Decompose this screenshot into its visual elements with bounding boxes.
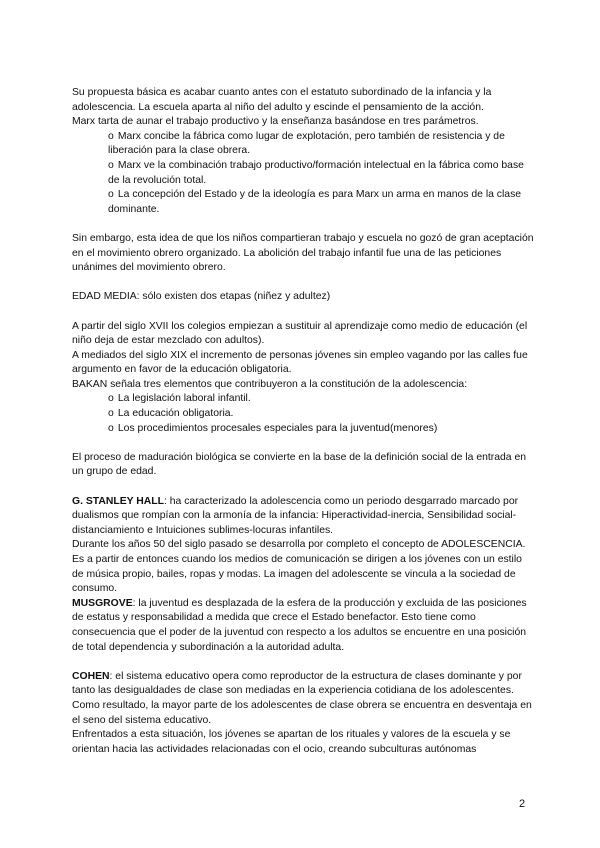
list-item: o Los procedimientos procesales especiales para la juventud(menores) bbox=[108, 422, 534, 437]
paragraph-sin-embargo: Sin embargo, esta idea de que los niños compartieran trabajo y escuela no gozó de gran aceptación en el movimiento obrero organizado. La abolición del trabajo infantil fue una de las peticiones unánimes del movimiento obrero. bbox=[72, 232, 534, 274]
bullet-marker: o bbox=[108, 393, 114, 405]
list-item: o La legislación laboral infantil. bbox=[108, 392, 534, 407]
page-number: 2 bbox=[519, 798, 526, 810]
author-name: COHEN bbox=[72, 670, 110, 682]
marx-parameters-list bbox=[72, 130, 534, 218]
paragraph-bakan: BAKAN señala tres elementos que contribuyeron a la constitución de la adolescencia: bbox=[72, 378, 468, 390]
paragraph-stanley-hall: G. STANLEY HALL: ha caracterizado la adolescencia como un periodo desgarrado marcado por dualismos que rompían con la armonía de la infancia: Hiperactividad-inercia, Sensibilidad social-distanciamiento e Intuiciones sublimes-locuras infantiles. bbox=[72, 495, 519, 536]
paragraph-musgrove: MUSGROVE: la juventud es desplazada de la esfera de la producción y excluida de las posiciones de estatus y responsabilidad a medida que crece el Estado benefactor. Esto tiene como consecuencia que el poder de la juventud con respecto a los adultos se encuentre en una posición de total dependencia y subordinación a la autoridad adulta. bbox=[72, 597, 527, 653]
list-item: o Marx ve la combinación trabajo productivo/formación intelectual en la fábrica como base de la revolución total. bbox=[108, 159, 524, 186]
paragraph-maduracion: El proceso de maduración biológica se convierte en la base de la definición social de la entrada en un grupo de edad. bbox=[72, 451, 527, 478]
bullet-marker: o bbox=[108, 422, 114, 434]
paragraph-siglo-xix: A mediados del siglo XIX el incremento de personas jóvenes sin empleo vagando por las calles fue argumento en favor de la educación obligatoria. bbox=[72, 349, 528, 376]
paragraph-anos-50: Durante los años 50 del siglo pasado se desarrolla por completo el concepto de ADOLESCENCIA. Es a partir de entonces cuando los medios de comunicación se dirigen a los jóvenes con un estilo de música propio, bailes, ropas y modas. La imagen del adolescente se vincula a la sociedad de consumo. bbox=[72, 539, 526, 595]
page-content bbox=[72, 86, 534, 757]
paragraph-marx-intro: Marx tarta de aunar el trabajo productivo y la enseñanza basándose en tres parámetros. bbox=[72, 116, 479, 128]
bullet-marker: o bbox=[108, 408, 114, 420]
bullet-marker: o bbox=[108, 189, 114, 201]
author-name: G. STANLEY HALL bbox=[72, 495, 164, 507]
paragraph-edad-media: EDAD MEDIA: sólo existen dos etapas (niñez y adultez) bbox=[72, 291, 331, 303]
author-name: MUSGROVE bbox=[72, 597, 133, 609]
paragraph-enfrentados: Enfrentados a esta situación, los jóvenes se apartan de los rituales y valores de la escuela y se orientan hacia las actividades relacionadas con el ocio, creando subculturas autónomas bbox=[72, 729, 511, 755]
paragraph-cohen: COHEN: el sistema educativo opera como reproductor de la estructura de clases dominante y por tanto las desigualdades de clase son mediadas en la experiencia cotidiana de los adolescentes. Como resultado, la mayor parte de los adolescentes de clase obrera se encuentra en desventaja en el seno del sistema educativo. bbox=[72, 670, 532, 726]
paragraph-siglo-xvii: A partir del siglo XVII los colegios empiezan a sustituir al aprendizaje como medio de educación (el niño deja de estar mezclado con adultos). bbox=[72, 320, 528, 347]
list-item: o La educación obligatoria. bbox=[108, 407, 534, 422]
list-item: o Marx concibe la fábrica como lugar de explotación, pero también de resistencia y de liberación para la clase obrera. bbox=[108, 130, 505, 157]
bakan-elements-list bbox=[72, 392, 534, 436]
list-item: o La concepción del Estado y de la ideología es para Marx un arma en manos de la clase dominante. bbox=[108, 189, 522, 215]
bullet-marker: o bbox=[108, 130, 114, 142]
paragraph-proposal: Su propuesta básica es acabar cuanto antes con el estatuto subordinado de la infancia y la adolescencia. La escuela aparta al niño del adulto y escinde el pensamiento de la acción. bbox=[72, 87, 492, 113]
bullet-marker: o bbox=[108, 159, 114, 171]
